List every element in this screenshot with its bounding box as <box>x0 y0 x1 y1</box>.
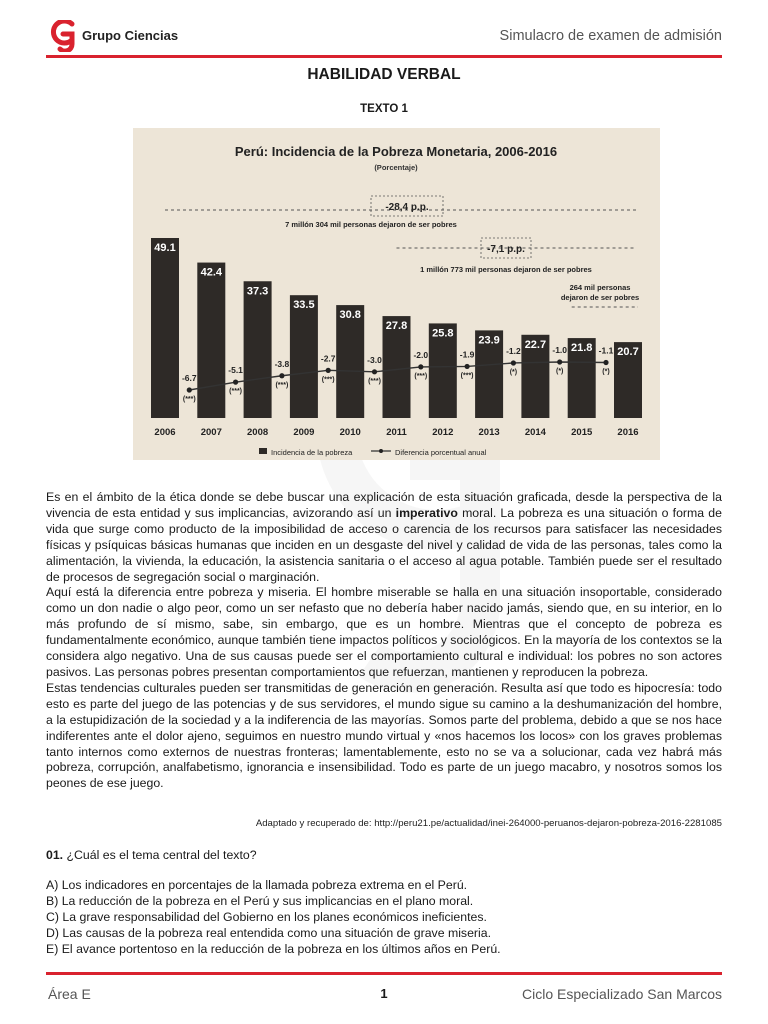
bar-2008 <box>244 281 272 418</box>
annotation-2-text: 1 millón 773 mil personas dejaron de ser pobres <box>420 265 592 274</box>
bar-2009 <box>290 295 318 418</box>
option-b[interactable]: B) La reducción de la pobreza en el Perú y sus implicancias en el plano moral. <box>46 894 474 908</box>
diff-sig-2007: (***) <box>182 396 196 403</box>
poverty-chart <box>133 128 660 460</box>
bar-2010 <box>336 305 364 418</box>
bar-label-2015: 21.8 <box>570 342 593 355</box>
footer-course: Ciclo Especializado San Marcos <box>522 986 722 1002</box>
diff-sig-2013: (***) <box>460 372 474 380</box>
footer-divider <box>46 972 722 975</box>
bar-2007 <box>197 263 225 418</box>
diff-sig-2015: (*) <box>556 368 564 375</box>
x-tick-2016: 2016 <box>617 427 639 438</box>
legend-line-label: Diferencia porcentual anual <box>395 448 487 457</box>
chart-title: Perú: Incidencia de la Pobreza Monetaria, 2006-2016 <box>234 144 558 159</box>
answer-options <box>46 877 501 957</box>
bar-label-2008: 37.3 <box>246 285 269 298</box>
bar-label-2012: 25.8 <box>432 327 454 340</box>
footer-area: Área E <box>48 986 91 1002</box>
diff-label-2014: -1.2 <box>506 345 521 356</box>
paragraph-1-end: moral. La pobreza es una situación o forma de vida que surge como producto de la imposibilidad de acceso o carencia de los recursos para satisfacer las necesidades físicas y psíquicas básicas humanas que inciden en un desgaste del nivel y calidad de vida de las personas, tales como la alimentación, la vivienda, la educación, la asistencia sanitaria o el acceso al agua potable. También puede ser el resultado de procesos de segregación social o marginación. <box>46 505 722 584</box>
bar-label-2009: 33.5 <box>293 299 315 312</box>
exam-title: Simulacro de examen de admisión <box>499 28 722 44</box>
section-title: TEXTO 1 <box>360 103 408 115</box>
chart-svg <box>133 128 660 460</box>
paragraph-3: Estas tendencias culturales pueden ser transmitidas de generación en generación. Resulta así que todo es hipocresía: todo esto es parte del juego de las potencias y de sus servidores, el mundo sigue su camino a la deshumanización del hombre, a la estupidización de la sociedad y a la indiferencia de las mayorías. Somos parte del problema, debido a que se nos hace indiferentes ante el dolor ajeno, seguimos en nuestro mundo virtual y «nos hacemos los locos» con los graves problemas tanto internos como externos de nuestras fronteras; lamentablemente, esto no se va a solucionar, cada vez habrá más pobreza, corrupción, analfabetismo, ignorancia e insensibilidad. Todo es parte de un juego macabro, y nosotros somos los peones de ese juego. <box>46 680 722 791</box>
bar-label-2006: 49.1 <box>154 242 176 254</box>
diff-sig-2008: (***) <box>229 388 243 396</box>
diff-point-2010 <box>326 368 331 373</box>
brand-name: Grupo Ciencias <box>82 28 179 43</box>
diff-label-2007: -6.7 <box>181 373 197 383</box>
diff-sig-2010: (***) <box>321 376 335 384</box>
diff-label-2011: -3.0 <box>367 354 382 365</box>
diff-point-2011 <box>372 369 377 374</box>
diff-label-2008: -5.1 <box>228 365 243 376</box>
x-tick-2014: 2014 <box>524 427 546 438</box>
diff-label-2016: -1.1 <box>598 345 614 356</box>
diff-sig-2012: (***) <box>414 372 428 380</box>
x-tick-2006: 2006 <box>154 427 176 438</box>
diff-sig-2014: (*) <box>509 368 518 376</box>
option-e[interactable]: E) El avance portentoso en la reducción de la pobreza en los últimos años en Perú. <box>46 942 501 956</box>
legend-line-point <box>379 449 383 453</box>
x-tick-2008: 2008 <box>247 427 269 438</box>
header-divider <box>46 55 722 58</box>
x-tick-2010: 2010 <box>339 427 361 438</box>
paragraph-2: Aquí está la diferencia entre pobreza y miseria. El hombre miserable se halla en una situación insoportable, considerado como un don nadie o algo peor, como un ser nefasto que no debería haber nacido jamás, siendo que, en su interior, en lo más profundo de sí mismo, sabe, sin embargo, que es un hombre. Mientras que el concepto de pobreza es fundamentalmente económico, aunque también tiene impactos políticos y sociológicos. En la mayoría de los contextos se la considera algo negativo. Una de sus causas puede ser el comportamiento cultural e individual: los pobres no son actores pasivos. Las personas pobres presentan comportamientos que refuerzan, mantienen y reproducen la pobreza. <box>46 585 722 679</box>
diff-point-2007 <box>187 387 192 392</box>
x-tick-2013: 2013 <box>478 427 500 438</box>
bar-label-2014: 22.7 <box>524 338 547 351</box>
annotation-1-text: 7 millón 304 mil personas dejaron de ser pobres <box>285 220 457 229</box>
diff-label-2010: -2.7 <box>320 353 336 364</box>
diff-label-2015: -1.0 <box>552 345 568 355</box>
diff-point-2008 <box>233 380 238 385</box>
bar-2006 <box>151 238 179 418</box>
diff-label-2009: -3.8 <box>274 358 290 369</box>
x-tick-2012: 2012 <box>432 427 454 438</box>
bar-label-2010: 30.8 <box>339 309 361 322</box>
body-text <box>46 490 722 792</box>
annotation-3-text-2: dejaron de ser pobres <box>560 293 640 302</box>
grupo-ciencias-logo-icon <box>48 20 76 52</box>
diff-label-2013: -1.9 <box>459 349 475 360</box>
page-title: HABILIDAD VERBAL <box>307 66 461 83</box>
x-tick-2009: 2009 <box>293 427 315 438</box>
x-tick-2007: 2007 <box>200 427 222 438</box>
legend-bar-label: Incidencia de la pobreza <box>271 448 353 457</box>
question-text: ¿Cuál es el tema central del texto? <box>63 848 257 862</box>
diff-point-2013 <box>465 364 470 369</box>
diff-point-2016 <box>603 360 608 365</box>
question-number: 01. <box>46 848 64 862</box>
legend-bar-swatch <box>259 448 267 454</box>
annotation-2-value: -7,1 p.p. <box>487 244 525 255</box>
option-a[interactable]: A) Los indicadores en porcentajes de la llamada pobreza extrema en el Perú. <box>46 878 468 892</box>
annotation-3-text-1: 264 mil personas <box>569 283 631 292</box>
x-tick-2011: 2011 <box>386 427 407 438</box>
paragraph-1-bold: imperativo <box>395 505 458 520</box>
bar-label-2016: 20.7 <box>617 346 639 359</box>
x-tick-2015: 2015 <box>571 427 593 438</box>
paragraph-1 <box>46 490 722 585</box>
chart-subtitle: (Porcentaje) <box>374 163 418 172</box>
question-01 <box>46 848 257 862</box>
page-number: 1 <box>380 986 388 1001</box>
diff-label-2012: -2.0 <box>413 349 429 360</box>
diff-point-2012 <box>418 364 423 369</box>
bar-label-2013: 23.9 <box>478 334 500 347</box>
bar-label-2007: 42.4 <box>200 266 223 279</box>
diff-point-2015 <box>557 359 562 364</box>
diff-sig-2016: (*) <box>602 368 610 376</box>
diff-sig-2011: (***) <box>368 377 381 385</box>
bar-label-2011: 27.8 <box>385 320 408 333</box>
option-c[interactable]: C) La grave responsabilidad del Gobierno en los planes económicos ineficientes. <box>46 910 487 924</box>
option-d[interactable]: D) Las causas de la pobreza real entendida como una situación de grave miseria. <box>46 926 491 940</box>
diff-point-2009 <box>279 373 284 378</box>
source-citation: Adaptado y recuperado de: http://peru21.pe/actualidad/inei-264000-peruanos-dejaron-pobreza-2016-2281085 <box>255 818 722 829</box>
diff-point-2014 <box>511 360 516 365</box>
paragraph-1-start: Es en el ámbito de la ética donde se debe buscar una explicación de esta situación graficada, desde la perspectiva de la vivencia de esta entidad y sus implicancias, avizorando así un <box>46 490 722 520</box>
annotation-1-value: -28,4 p.p. <box>385 202 429 213</box>
diff-sig-2009: (***) <box>275 381 289 389</box>
